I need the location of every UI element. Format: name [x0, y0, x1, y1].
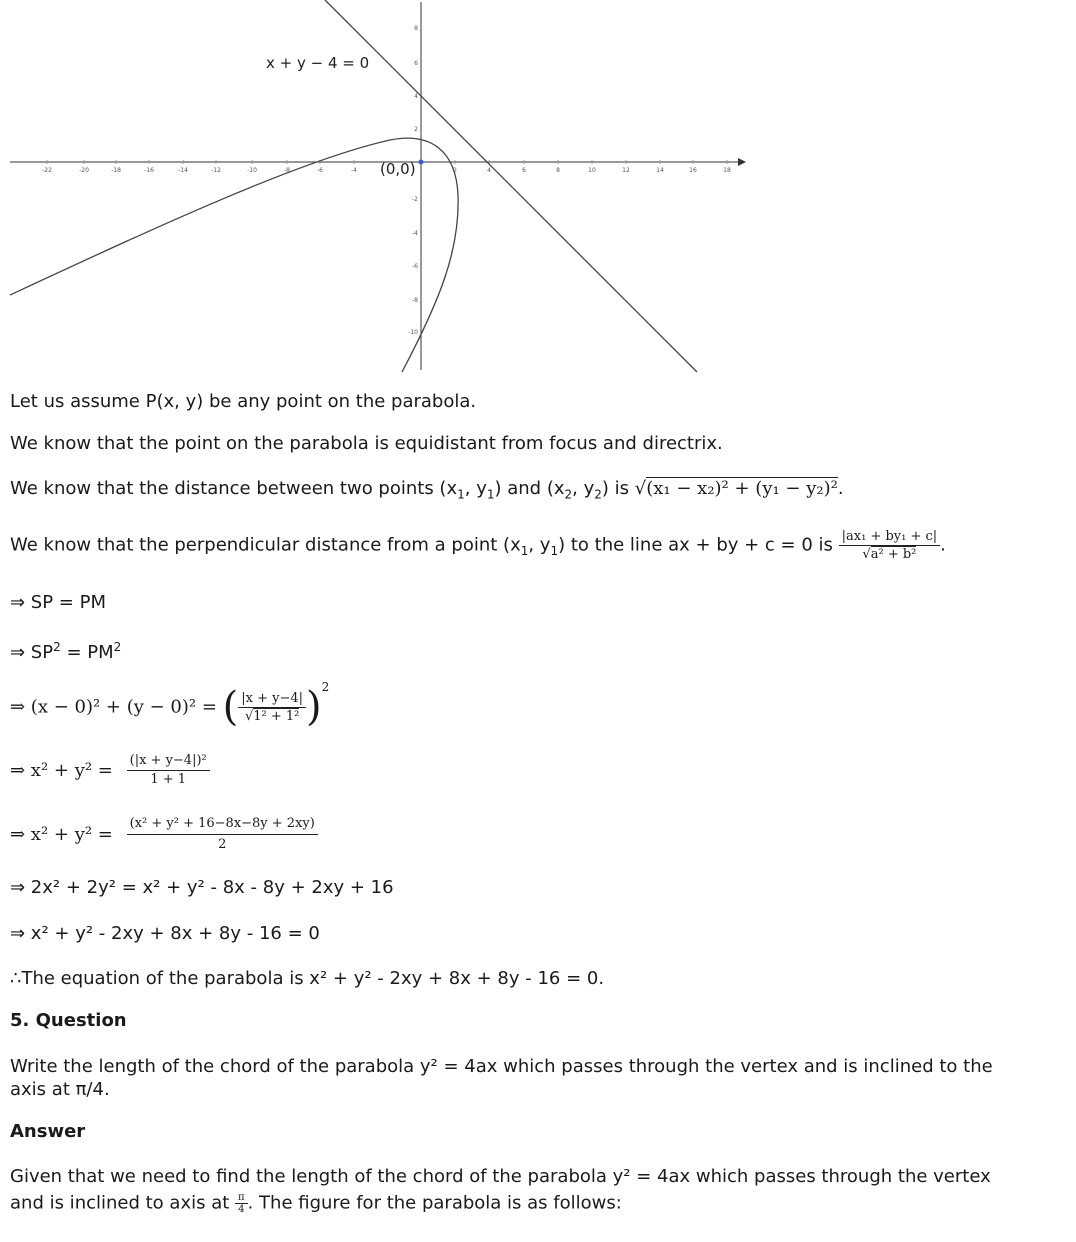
x-tick-label: -20 [79, 167, 89, 174]
y-tick-label: 8 [414, 25, 418, 32]
distance-text: We know that the distance between two points (x [10, 478, 458, 499]
x-tick-label: 18 [723, 167, 731, 174]
x-tick-label: 16 [689, 167, 697, 174]
superscript: 2 [53, 640, 61, 654]
answer-heading: Answer [10, 1121, 86, 1142]
perpendicular-distance-line: We know that the perpendicular distance from a point ($x_1$, $y_1$) to the line ax + by + c = 0 is $\frac{\text{|ax₁ + by₁ + c|}}{\text{√a² + b²}}$ . [10, 529, 946, 562]
perp-denominator: √a² + b² [862, 547, 917, 562]
x-tick-label: -4 [351, 167, 357, 174]
x-tick-label: -6 [317, 167, 323, 174]
y-tick-label: -2 [412, 196, 418, 203]
step-denominator: 2 [218, 837, 227, 852]
step-sum-squares [10, 752, 210, 789]
answer-text-line1: Given that we need to find the length of the chord of the parabola y² = 4ax which passes through the vertex [10, 1166, 991, 1187]
step-denominator: 1 + 1 [150, 772, 187, 787]
distance-formula-line: We know that the distance between two points ($x_1$, $y_1$) and ($x_2$, $y_2$) is √(x₁ − x₂)² + (y₁ − y₂)². [10, 478, 844, 502]
directrix-line [325, 0, 697, 372]
question-text-line2: axis at π/4. [10, 1079, 110, 1100]
answer-text: . The figure for the parabola is as follows: [247, 1192, 622, 1214]
y-tick-label: 4 [414, 93, 418, 100]
step-fraction [127, 814, 318, 855]
y-tick-label: -10 [408, 329, 418, 336]
subscript: 2 [594, 487, 602, 502]
perp-text: We know that the perpendicular distance from a point (x [10, 534, 521, 556]
x-tick-label: 10 [588, 167, 596, 174]
step-text: ⇒ SP [10, 642, 54, 663]
x-tick-label: -16 [144, 167, 154, 174]
distance-formula: (x₁ − x₂)² + (y₁ − y₂)² [646, 478, 838, 499]
x-tick-label: 12 [622, 167, 630, 174]
superscript: 2 [321, 680, 330, 694]
superscript: 2 [113, 640, 122, 654]
step-left: ⇒ x² + y² = [10, 760, 113, 781]
x-tick-label: 8 [556, 167, 560, 174]
step-denominator: √1² + 1² [244, 708, 300, 724]
x-tick-label: -8 [284, 167, 290, 174]
step-fraction [127, 752, 210, 789]
question-text-line1: Write the length of the chord of the parabola y² = 4ax which passes through the vertex and is inclined to the [10, 1056, 993, 1077]
x-tick-label: -12 [211, 167, 221, 174]
x-tick-label: -14 [178, 167, 188, 174]
fraction-denominator: 4 [238, 1204, 245, 1215]
y-tick-label: 2 [414, 126, 418, 133]
perp-fraction [839, 528, 941, 563]
equidistant-line: We know that the point on the parabola is equidistant from focus and directrix. [10, 433, 723, 454]
x-tick-label: -22 [42, 167, 52, 174]
y-tick-label: 6 [414, 60, 418, 67]
x-tick-label: -10 [247, 167, 257, 174]
conclusion-line: ∴The equation of the parabola is x² + y² - 2xy + 8x + 8y - 16 = 0. [10, 968, 605, 989]
step-distance-equation: ⇒ (x − 0)² + (y − 0)² = ( $\frac{|x + y-4|}{\text{√1² + 1²}}$ )$^2$ [10, 680, 330, 730]
step-text: = PM [60, 642, 114, 663]
parabola-graph [0, 0, 1076, 380]
subscript: 2 [564, 487, 573, 502]
x-tick-label: 4 [487, 167, 491, 174]
perp-text: ) to the line ax + by + c = 0 is [558, 534, 833, 556]
x-tick-label: -18 [111, 167, 121, 174]
step-fraction [238, 690, 306, 725]
step-numerator: (|x + y−4|)² [127, 752, 210, 771]
assume-point-line: Let us assume P(x, y) be any point on the parabola. [10, 391, 477, 412]
subscript: 1 [550, 544, 559, 559]
step-numerator: (x² + y² + 16−8x−8y + 2xy) [127, 814, 318, 835]
distance-text: , y [464, 478, 487, 499]
step-sp-pm-squared [10, 636, 121, 664]
answer-text: and is inclined to axis at [10, 1192, 230, 1214]
step-numerator: |x + y−4| [238, 690, 306, 708]
distance-text: , y [572, 478, 595, 499]
step-expanded [10, 814, 318, 855]
x-tick-label: 14 [656, 167, 664, 174]
fraction-numerator: π [235, 1192, 248, 1204]
origin-point [419, 160, 424, 165]
y-tick-labels [408, 25, 418, 336]
answer-text-line2 [10, 1192, 622, 1215]
perp-numerator: |ax₁ + by₁ + c| [839, 528, 941, 546]
x-axis-arrow [738, 158, 746, 166]
distance-text: ) is [601, 478, 635, 499]
question-heading: 5. Question [10, 1010, 127, 1031]
x-tick-label: 6 [522, 167, 526, 174]
step-left: ⇒ (x − 0)² + (y − 0)² = [10, 696, 217, 718]
subscript: 1 [486, 487, 495, 502]
distance-text: ) and (x [494, 478, 565, 499]
subscript: 1 [457, 487, 465, 502]
step-multiply: ⇒ 2x² + 2y² = x² + y² - 8x - 8y + 2xy + 16 [10, 877, 394, 898]
sqrt-sign: √ [634, 478, 647, 499]
subscript: 1 [520, 544, 529, 559]
step-left: ⇒ x² + y² = [10, 824, 113, 845]
y-tick-label: -6 [412, 263, 418, 270]
pi-over-4-fraction [235, 1192, 248, 1215]
y-tick-label: -4 [412, 230, 418, 237]
step-simplify: ⇒ x² + y² - 2xy + 8x + 8y - 16 = 0 [10, 923, 320, 944]
origin-label: (0,0) [380, 160, 416, 178]
line-equation-label: x + y − 4 = 0 [266, 54, 370, 72]
y-tick-label: -8 [412, 297, 418, 304]
x-tick-label: 2 [453, 167, 457, 174]
step-sp-pm: ⇒ SP = PM [10, 592, 106, 613]
perp-text: , y [528, 534, 551, 556]
